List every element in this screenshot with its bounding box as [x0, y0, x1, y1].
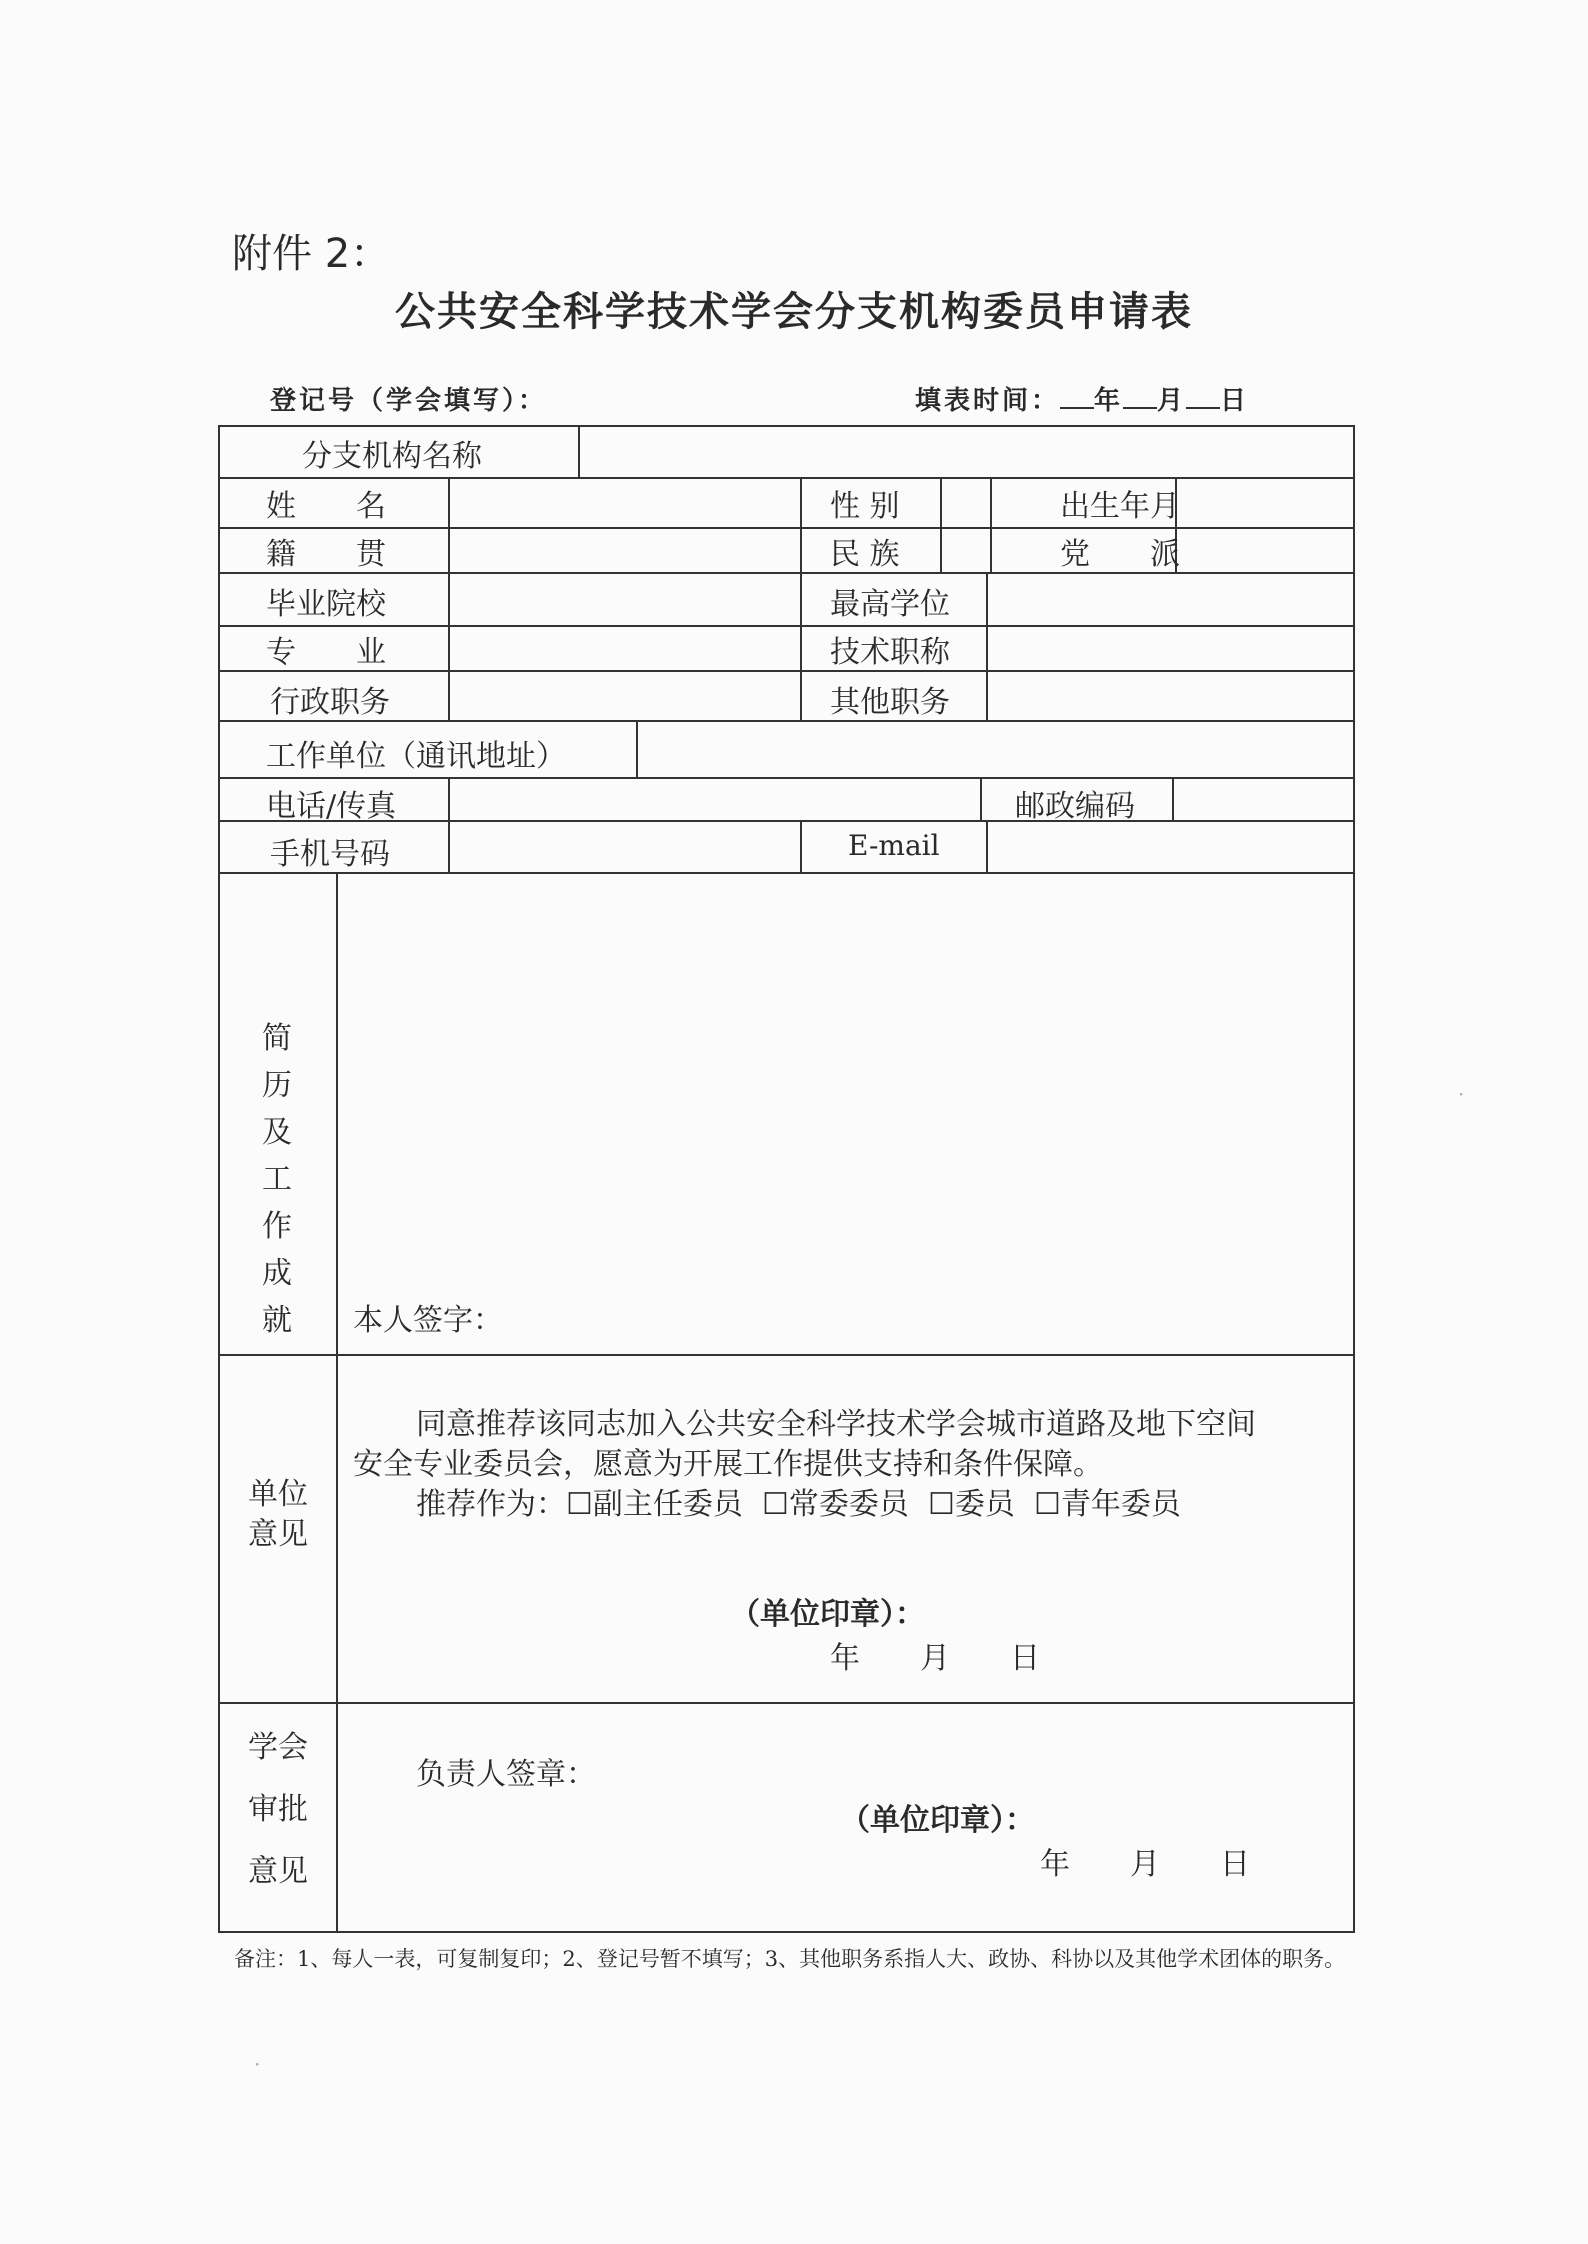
native-place-field[interactable] [452, 529, 798, 570]
year-unit: 年 [1094, 386, 1124, 416]
registration-number-label: 登记号（学会填写）： [270, 386, 548, 416]
other-post-field[interactable] [990, 672, 1353, 718]
society-approval-label [248, 1717, 308, 1903]
work-unit-label: 工作单位（通讯地址） [266, 739, 566, 774]
month-unit: 月 [1157, 386, 1187, 416]
leader-signature-label: 负责人签章： [416, 1757, 596, 1792]
school-field[interactable] [452, 574, 798, 623]
day-blank[interactable] [1186, 385, 1220, 409]
society-seal-label: （单位印章）： [840, 1803, 1035, 1838]
year-blank[interactable] [1060, 385, 1094, 409]
native-place-label: 籍 贯 [266, 537, 386, 572]
notes: 备注：1、每人一表，可复制复印；2、登记号暂不填写；3、其他职务系指人大、政协、科协以及其他学术团体的职务。 [234, 1947, 1346, 1971]
society-approval-label-line: 意见 [248, 1854, 308, 1889]
major-label: 专 业 [266, 635, 386, 670]
other-post-label: 其他职务 [830, 685, 950, 720]
work-unit-field[interactable] [640, 722, 1353, 775]
birth-label: 出生年月 [1060, 489, 1180, 524]
postal-code-label: 邮政编码 [1015, 789, 1135, 824]
birth-field[interactable] [1179, 479, 1353, 525]
party-field[interactable] [1179, 529, 1353, 570]
mobile-label: 手机号码 [270, 837, 390, 872]
society-date: 年 月 日 [1040, 1847, 1250, 1882]
fill-time [915, 380, 1249, 417]
scan-speck: · [254, 2052, 261, 2076]
ethnicity-label: 民 族 [830, 537, 900, 572]
email-field[interactable] [990, 822, 1353, 870]
recommend-label: 推荐作为： [416, 1487, 566, 1522]
branch-name-label: 分支机构名称 [302, 439, 482, 474]
unit-seal-label: （单位印章）： [730, 1597, 925, 1632]
option-vice-director-checkbox[interactable]: ☐副主任委员 [566, 1487, 743, 1522]
gender-field[interactable] [804, 479, 938, 525]
title-field[interactable] [990, 627, 1353, 668]
degree-field[interactable] [990, 574, 1353, 623]
unit-opinion-text-2: 安全专业委员会，愿意为开展工作提供支持和条件保障。 [353, 1447, 1103, 1482]
degree-label: 最高学位 [830, 587, 950, 622]
fill-time-label: 填表时间： [915, 386, 1061, 416]
society-approval-label-line: 学会 [248, 1730, 308, 1765]
admin-post-field[interactable] [452, 672, 798, 718]
resume-label-char: 就 [262, 1303, 292, 1338]
unit-opinion-label-line: 意见 [248, 1517, 308, 1552]
branch-name-field[interactable] [582, 429, 1353, 475]
signature-label: 本人签字： [353, 1303, 503, 1338]
unit-date: 年 月 日 [830, 1641, 1040, 1676]
society-approval-label-line: 审批 [248, 1792, 308, 1827]
attachment-label: 附件 2： [232, 231, 391, 277]
admin-post-label: 行政职务 [270, 685, 390, 720]
resume-label-char: 作 [262, 1209, 292, 1244]
phone-fax-label: 电话/传真 [266, 789, 397, 824]
major-field[interactable] [452, 627, 798, 668]
unit-opinion-text-1: 同意推荐该同志加入公共安全科学技术学会城市道路及地下空间 [416, 1407, 1256, 1442]
unit-opinion-label [248, 1475, 308, 1555]
resume-label-char: 简 [262, 1021, 292, 1056]
title-label: 技术职称 [830, 635, 950, 670]
month-blank[interactable] [1123, 385, 1157, 409]
document-title: 公共安全科学技术学会分支机构委员申请表 [395, 289, 1193, 335]
resume-label-char: 工 [262, 1162, 292, 1197]
option-member-checkbox[interactable]: ☐委员 [927, 1487, 1015, 1522]
option-youth-member-checkbox[interactable]: ☐青年委员 [1033, 1487, 1181, 1522]
school-label: 毕业院校 [266, 587, 386, 622]
resume-label-char: 及 [262, 1115, 292, 1150]
ethnicity-field[interactable] [942, 529, 988, 570]
phone-fax-field[interactable] [452, 779, 978, 818]
option-standing-member-checkbox[interactable]: ☐常委委员 [761, 1487, 909, 1522]
resume-label-char: 历 [262, 1068, 292, 1103]
email-label: E-mail [848, 829, 940, 862]
resume-field[interactable] [340, 874, 1353, 1274]
mobile-field[interactable] [452, 822, 798, 870]
postal-code-field[interactable] [1176, 779, 1353, 818]
day-unit: 日 [1220, 386, 1250, 416]
party-label: 党 派 [1060, 537, 1180, 572]
gender-label: 性 别 [830, 489, 900, 524]
resume-label [262, 1015, 292, 1344]
resume-label-char: 成 [262, 1256, 292, 1291]
name-label: 姓 名 [266, 489, 386, 524]
recommend-row [416, 1479, 1181, 1523]
unit-opinion-label-line: 单位 [248, 1477, 308, 1512]
scan-speck: · [1458, 1082, 1465, 1106]
name-field[interactable] [452, 479, 798, 525]
application-form [218, 425, 1355, 1933]
